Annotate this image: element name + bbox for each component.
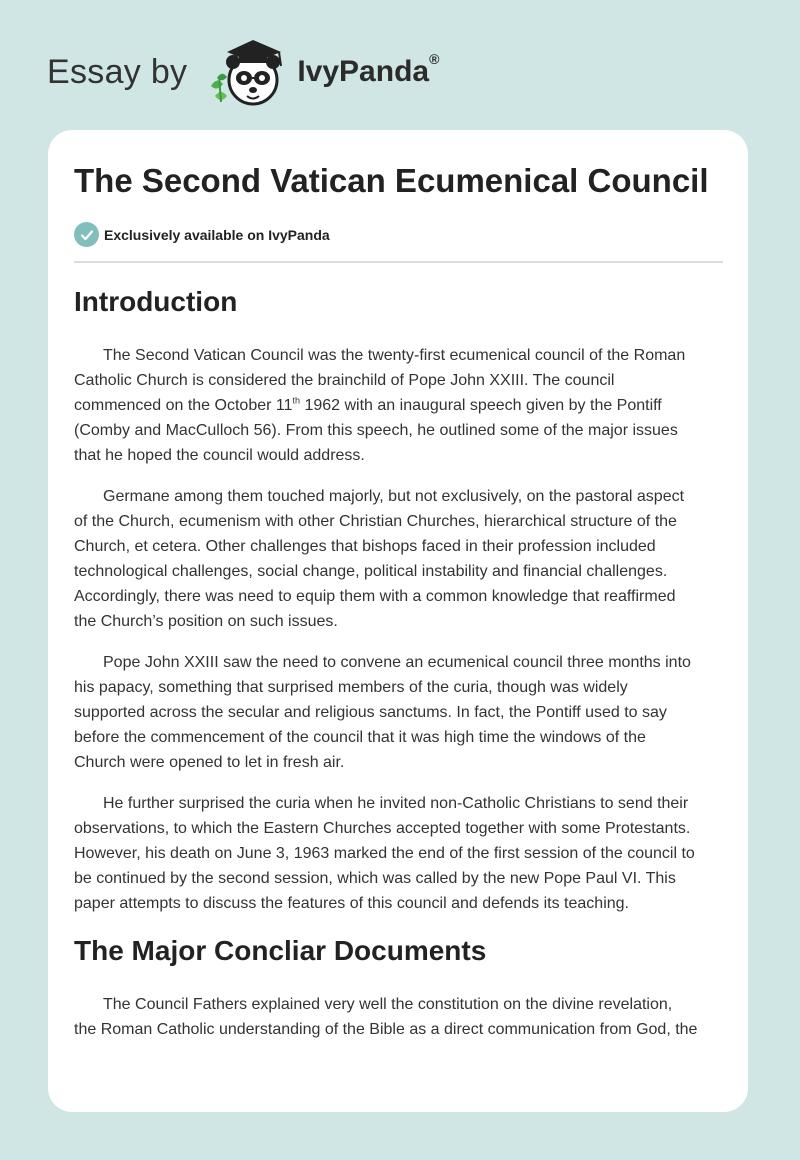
site-logo[interactable]	[47, 36, 439, 108]
essay-title: The Second Vatican Ecumenical Council	[74, 162, 709, 199]
exclusive-badge	[74, 222, 330, 247]
paragraph: The Second Vatican Council was the twenty-first ecumenical council of the Roman Catholic Church is considered the brainchild of Pope John XXIII. The council commenced on the October 11th 1962 with an inaugural speech given by the Pontiff (Comby and MacCulloch 56). From this speech, he outlined some of the major issues that he hoped the council would address.	[74, 347, 686, 464]
paragraph: The Council Fathers explained very well the constitution on the divine revelation, the Roman Catholic understanding of the Bible as a direct communication from God, the	[74, 996, 698, 1038]
brand-prefix: Essay by	[47, 52, 188, 91]
paragraph: Pope John XXIII saw the need to convene an ecumenical council three months into his papacy, something that surprised members of the curia, though was widely supported across the secular and religious sanctums. In fact, the Pontiff used to say before the commencement of the council that it was high time the windows of the Church were opened to let in fresh air.	[74, 654, 691, 771]
title-divider	[74, 261, 723, 263]
brand-name: IvyPanda®	[297, 51, 440, 88]
badge-text: Exclusively available on IvyPanda	[104, 226, 330, 243]
essay-card	[48, 130, 748, 1112]
section-heading-introduction: Introduction	[74, 286, 238, 317]
paragraph: He further surprised the curia when he invited non-Catholic Christians to send their observations, to which the Eastern Churches accepted together with some Protestants. However, his death on June 3, 1963 marked the end of the first session of the council to be continued by the second session, which was called by the new Pope Paul VI. This paper attempts to discuss the features of this council and defends its teaching.	[74, 795, 695, 912]
paragraph: Germane among them touched majorly, but not exclusively, on the pastoral aspect of the Church, ecumenism with other Christian Churches, hierarchical structure of the Church, et cetera. Other challenges that bishops faced in their profession included technological challenges, social change, political instability and financial challenges. Accordingly, there was need to equip them with a common knowledge that reaffirmed the Church’s position on such issues.	[74, 488, 685, 630]
panda-mascot-icon	[201, 36, 293, 108]
section-heading-major-documents: The Major Concliar Documents	[74, 935, 487, 966]
check-icon	[74, 222, 99, 247]
